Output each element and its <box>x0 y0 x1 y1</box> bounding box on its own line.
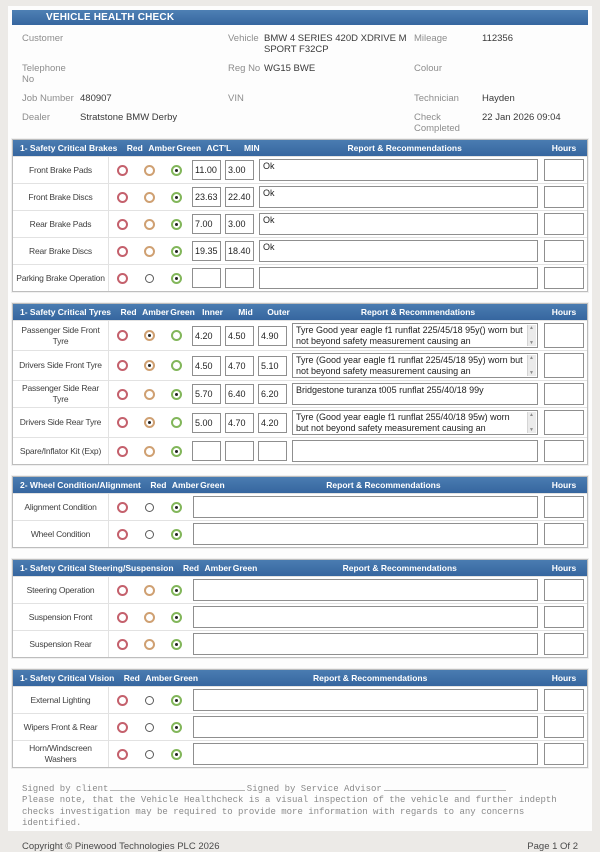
amber-radio[interactable] <box>145 503 154 512</box>
column-header-report: Report & Recommendations <box>313 673 428 683</box>
section-title: 1- Safety Critical Steering/Suspension <box>20 563 174 573</box>
red-radio[interactable] <box>117 417 128 428</box>
green-radio[interactable] <box>171 360 182 371</box>
scrollbar[interactable] <box>527 412 536 433</box>
dealer-label: Dealer <box>22 112 50 123</box>
vehicle-label: Vehicle <box>228 33 259 44</box>
red-radio[interactable] <box>117 502 128 513</box>
column-header-report: Report & Recommendations <box>360 307 476 317</box>
report-textarea[interactable]: Tyre (Good year eagle f1 runflat 225/45/18 95y) worn but not beyond safety measurement causing an ▲ ▼ <box>292 353 538 378</box>
section-safety-critical-brakes <box>12 139 588 292</box>
check-completed-label: Check Completed <box>414 112 460 134</box>
red-radio[interactable] <box>117 192 128 203</box>
amber-radio[interactable] <box>144 446 155 457</box>
table-row <box>13 576 587 603</box>
amber-radio[interactable] <box>144 417 155 428</box>
column-header-red: Red <box>123 673 140 683</box>
min-input[interactable] <box>225 268 254 288</box>
report-textarea[interactable] <box>193 496 538 518</box>
inner-input[interactable] <box>192 356 221 376</box>
section-header <box>13 560 587 576</box>
actual-input[interactable] <box>192 187 221 207</box>
table-row <box>13 603 587 630</box>
column-header-inner: Inner <box>202 307 223 317</box>
job-number-label: Job Number <box>22 93 74 104</box>
row-label: Parking Brake Operation <box>13 265 109 291</box>
table-row <box>13 350 587 380</box>
client-signature-line <box>110 781 244 791</box>
green-radio[interactable] <box>171 585 182 596</box>
page-number: Page 1 Of 2 <box>527 840 578 852</box>
column-header-actual: ACT'L <box>206 143 232 153</box>
green-radio[interactable] <box>171 529 182 540</box>
hours-input[interactable] <box>544 579 584 601</box>
section-safety-critical-tyres <box>12 303 588 465</box>
column-header-red: Red <box>126 143 143 153</box>
red-radio[interactable] <box>117 722 128 733</box>
column-header-report: Report & Recommendations <box>326 480 441 490</box>
customer-label: Customer <box>22 33 64 44</box>
hours-input[interactable] <box>544 410 584 435</box>
row-label: Passenger Side Front Tyre <box>13 321 109 350</box>
table-row <box>13 264 587 291</box>
hours-input[interactable] <box>544 186 584 208</box>
section-title: 1- Safety Critical Tyres <box>20 307 112 317</box>
table-row <box>13 493 587 520</box>
report-textarea[interactable] <box>193 523 538 545</box>
row-label: External Lighting <box>13 687 109 713</box>
report-textarea[interactable]: Ok <box>259 186 538 208</box>
red-radio[interactable] <box>117 639 128 650</box>
actual-input[interactable] <box>192 268 221 288</box>
outer-input[interactable] <box>258 413 287 433</box>
table-row <box>13 630 587 657</box>
vin-label: VIN <box>228 93 244 104</box>
column-header-hours: Hours <box>551 307 577 317</box>
green-radio[interactable] <box>171 192 182 203</box>
report-textarea[interactable] <box>193 716 538 738</box>
check-completed-value: 22 Jan 2026 09:04 <box>482 112 561 123</box>
amber-radio[interactable] <box>145 750 154 759</box>
red-radio[interactable] <box>117 749 128 760</box>
row-label: Rear Brake Discs <box>13 238 109 264</box>
report-textarea[interactable] <box>193 633 538 655</box>
amber-radio[interactable] <box>144 165 155 176</box>
section-title: 2- Wheel Condition/Alignment <box>20 480 141 490</box>
report-textarea[interactable]: Tyre (Good year eagle f1 runflat 255/40/18 95w) worn but not beyond safety measurement causing an ▲ ▼ <box>292 410 538 435</box>
mid-input[interactable] <box>225 356 254 376</box>
hours-input[interactable] <box>544 159 584 181</box>
red-radio[interactable] <box>117 273 128 284</box>
signed-by-advisor-label: Signed by Service Advisor <box>246 784 382 794</box>
row-label: Horn/Windscreen Washers <box>13 741 109 767</box>
hours-input[interactable] <box>544 267 584 289</box>
red-radio[interactable] <box>117 585 128 596</box>
green-radio[interactable] <box>171 695 182 706</box>
row-label: Wheel Condition <box>13 521 109 547</box>
hours-input[interactable] <box>544 353 584 378</box>
green-radio[interactable] <box>171 389 182 400</box>
red-radio[interactable] <box>117 330 128 341</box>
section-header <box>13 140 587 156</box>
hours-input[interactable] <box>544 743 584 765</box>
column-header-hours: Hours <box>551 673 577 683</box>
signature-row <box>22 781 578 794</box>
amber-radio[interactable] <box>144 585 155 596</box>
column-header-report: Report & Recommendations <box>342 563 457 573</box>
mid-input[interactable] <box>225 384 254 404</box>
table-row <box>13 713 587 740</box>
job-number-value: 480907 <box>80 93 112 104</box>
report-textarea[interactable]: Bridgestone turanza t005 runflat 255/40/18 99y <box>292 383 538 405</box>
scrollbar[interactable] <box>527 355 536 376</box>
green-radio[interactable] <box>171 612 182 623</box>
table-row <box>13 183 587 210</box>
row-label: Spare/Inflator Kit (Exp) <box>13 438 109 464</box>
outer-input[interactable] <box>258 326 287 346</box>
hours-input[interactable] <box>544 440 584 462</box>
column-header-outer: Outer <box>267 307 290 317</box>
amber-radio[interactable] <box>144 330 155 341</box>
table-row <box>13 686 587 713</box>
scrollbar[interactable] <box>527 325 536 346</box>
disclaimer-note: Please note, that the Vehicle Healthcheck is a visual inspection of the vehicle and further indepth checks investigation may be required to provide more information with regards to any concerns identified. <box>22 795 557 828</box>
row-label: Wipers Front & Rear <box>13 714 109 740</box>
copyright-text: Copyright © Pinewood Technologies PLC 2026 <box>22 840 220 852</box>
row-label: Suspension Rear <box>13 631 109 657</box>
actual-input[interactable] <box>192 214 221 234</box>
green-radio[interactable] <box>171 502 182 513</box>
amber-radio[interactable] <box>144 612 155 623</box>
hours-input[interactable] <box>544 383 584 405</box>
telephone-label: Telephone No <box>22 63 66 85</box>
hours-input[interactable] <box>544 716 584 738</box>
actual-input[interactable] <box>192 241 221 261</box>
red-radio[interactable] <box>117 612 128 623</box>
spacer <box>264 111 414 112</box>
report-textarea[interactable] <box>259 267 538 289</box>
column-header-red: Red <box>150 480 167 490</box>
customer-value <box>80 32 228 33</box>
table-row <box>13 437 587 464</box>
amber-radio[interactable] <box>144 389 155 400</box>
row-label: Drivers Side Rear Tyre <box>13 408 109 437</box>
column-header-green: Green <box>170 307 195 317</box>
amber-radio[interactable] <box>145 530 154 539</box>
min-input[interactable] <box>225 214 254 234</box>
row-label: Steering Operation <box>13 577 109 603</box>
green-radio[interactable] <box>171 722 182 733</box>
column-header-red: Red <box>182 563 200 573</box>
signed-by-client-label: Signed by client <box>22 784 109 794</box>
row-label: Drivers Side Front Tyre <box>13 351 109 380</box>
report-textarea[interactable]: Tyre Good year eagle f1 runflat 225/45/18 95y() worn but not beyond safety measurement causing an ▲ ▼ <box>292 323 538 348</box>
hours-input[interactable] <box>544 323 584 348</box>
green-radio[interactable] <box>171 639 182 650</box>
table-row <box>13 740 587 767</box>
red-radio[interactable] <box>117 695 128 706</box>
section-steering-suspension <box>12 559 588 658</box>
min-input[interactable] <box>225 241 254 261</box>
report-textarea[interactable] <box>193 606 538 628</box>
dealer-value: Stratstone BMW Derby <box>80 112 178 123</box>
green-radio[interactable] <box>171 417 182 428</box>
table-row <box>13 520 587 547</box>
report-textarea[interactable] <box>193 579 538 601</box>
report-textarea[interactable]: Ok <box>259 159 538 181</box>
hours-input[interactable] <box>544 240 584 262</box>
report-textarea[interactable] <box>193 689 538 711</box>
red-radio[interactable] <box>117 246 128 257</box>
outer-input[interactable] <box>258 356 287 376</box>
table-row <box>13 210 587 237</box>
column-header-mid: Mid <box>238 307 253 317</box>
hours-input[interactable] <box>544 689 584 711</box>
hours-input[interactable] <box>544 606 584 628</box>
column-header-amber: Amber <box>204 563 232 573</box>
green-radio[interactable] <box>171 749 182 760</box>
green-radio[interactable] <box>171 446 182 457</box>
section-header <box>13 670 587 686</box>
vehicle-health-check-page <box>8 6 592 852</box>
report-textarea[interactable]: Ok <box>259 213 538 235</box>
red-radio[interactable] <box>117 389 128 400</box>
amber-radio[interactable] <box>144 192 155 203</box>
hours-input[interactable] <box>544 213 584 235</box>
column-header-hours: Hours <box>551 143 577 153</box>
reg-no-value: WG15 BWE <box>264 63 316 74</box>
table-row <box>13 407 587 437</box>
section-header <box>13 477 587 493</box>
section-title: 1- Safety Critical Vision <box>20 673 115 683</box>
column-header-amber: Amber <box>142 307 169 317</box>
column-header-green: Green <box>232 563 258 573</box>
advisor-signature-line <box>384 781 506 791</box>
column-header-green: Green <box>176 143 202 153</box>
colour-value <box>482 62 588 63</box>
section-safety-critical-vision <box>12 669 588 768</box>
inner-input[interactable] <box>192 413 221 433</box>
inner-input[interactable] <box>192 441 221 461</box>
hours-input[interactable] <box>544 496 584 518</box>
table-row <box>13 380 587 407</box>
red-radio[interactable] <box>117 360 128 371</box>
report-textarea[interactable]: Ok <box>259 240 538 262</box>
section-title: 1- Safety Critical Brakes <box>20 143 118 153</box>
column-header-min: MIN <box>244 143 260 153</box>
hours-input[interactable] <box>544 523 584 545</box>
column-header-hours: Hours <box>551 563 577 573</box>
red-radio[interactable] <box>117 529 128 540</box>
mid-input[interactable] <box>225 441 254 461</box>
column-header-amber: Amber <box>148 143 176 153</box>
amber-radio[interactable] <box>144 360 155 371</box>
red-radio[interactable] <box>117 446 128 457</box>
green-radio[interactable] <box>171 246 182 257</box>
amber-radio[interactable] <box>145 274 154 283</box>
column-header-amber: Amber <box>145 673 173 683</box>
row-label: Front Brake Discs <box>13 184 109 210</box>
outer-input[interactable] <box>258 384 287 404</box>
column-header-green: Green <box>200 480 225 490</box>
reg-no-label: Reg No <box>228 63 261 74</box>
row-label: Rear Brake Pads <box>13 211 109 237</box>
green-radio[interactable] <box>171 330 182 341</box>
report-textarea[interactable] <box>292 440 538 462</box>
amber-radio[interactable] <box>144 246 155 257</box>
amber-radio[interactable] <box>145 696 154 705</box>
amber-radio[interactable] <box>144 639 155 650</box>
column-header-green: Green <box>173 673 199 683</box>
green-radio[interactable] <box>171 273 182 284</box>
spacer <box>228 111 264 112</box>
inner-input[interactable] <box>192 384 221 404</box>
red-radio[interactable] <box>117 219 128 230</box>
page-title: VEHICLE HEALTH CHECK <box>12 10 588 25</box>
row-label: Alignment Condition <box>13 494 109 520</box>
mid-input[interactable] <box>225 326 254 346</box>
technician-label: Technician <box>414 93 459 104</box>
min-input[interactable] <box>225 160 254 180</box>
green-radio[interactable] <box>171 165 182 176</box>
mileage-label: Mileage <box>414 33 448 44</box>
report-textarea[interactable] <box>193 743 538 765</box>
row-label: Front Brake Pads <box>13 157 109 183</box>
footer-row <box>22 841 578 852</box>
outer-input[interactable] <box>258 441 287 461</box>
actual-input[interactable] <box>192 160 221 180</box>
row-label: Passenger Side Rear Tyre <box>13 381 109 407</box>
table-row <box>13 320 587 350</box>
technician-value: Hayden <box>482 93 515 104</box>
column-header-hours: Hours <box>551 480 577 490</box>
column-header-red: Red <box>120 307 137 317</box>
table-row <box>13 156 587 183</box>
row-label: Suspension Front <box>13 604 109 630</box>
hours-input[interactable] <box>544 633 584 655</box>
vin-value <box>264 92 414 93</box>
red-radio[interactable] <box>117 165 128 176</box>
vehicle-info-header <box>22 32 588 134</box>
colour-label: Colour <box>414 63 442 74</box>
inner-input[interactable] <box>192 326 221 346</box>
section-header <box>13 304 587 320</box>
vehicle-value: BMW 4 SERIES 420D XDRIVE M SPORT F32CP <box>264 33 407 55</box>
amber-radio[interactable] <box>145 723 154 732</box>
mileage-value: 112356 <box>482 33 513 44</box>
table-row <box>13 237 587 264</box>
column-header-amber: Amber <box>171 480 199 490</box>
telephone-value <box>80 62 228 63</box>
green-radio[interactable] <box>171 219 182 230</box>
amber-radio[interactable] <box>144 219 155 230</box>
min-input[interactable] <box>225 187 254 207</box>
column-header-report: Report & Recommendations <box>347 143 462 153</box>
mid-input[interactable] <box>225 413 254 433</box>
section-wheel-condition-alignment <box>12 476 588 548</box>
